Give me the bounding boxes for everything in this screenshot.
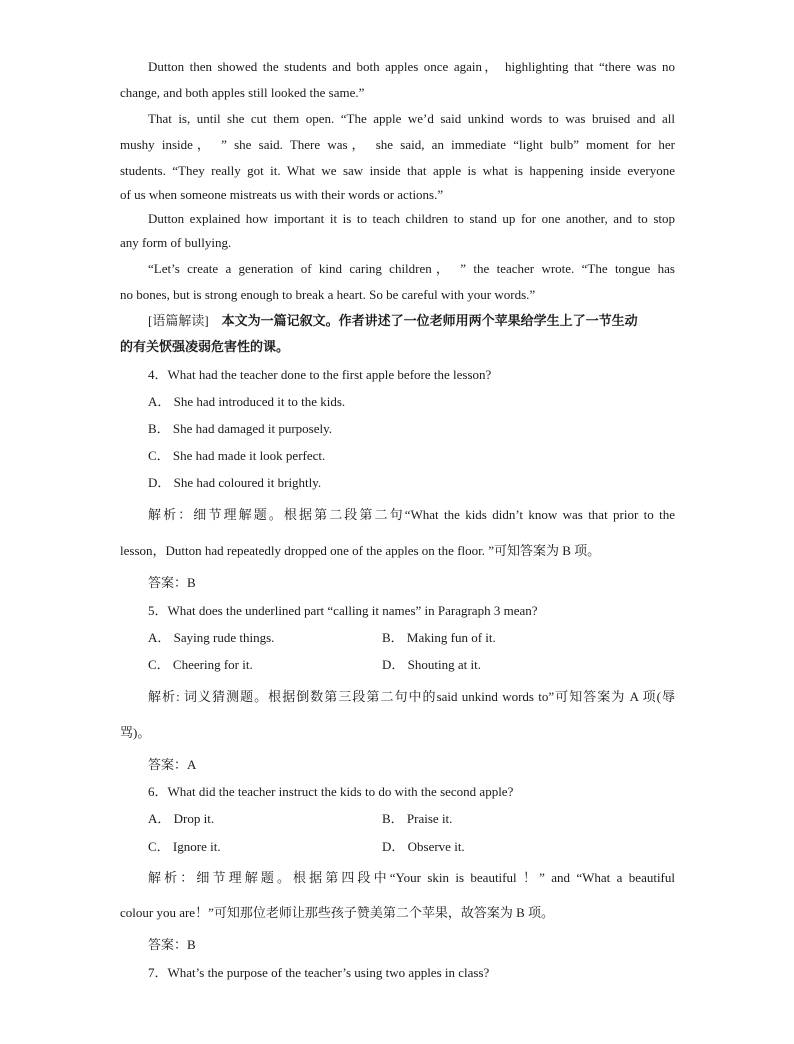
q4-option-d: D． She had coloured it brightly. [148, 475, 322, 490]
passage-line-9: “Let’s create a generation of kind caring children， ” the teacher wrote. “The tongue has [148, 261, 675, 276]
q4-option-b: B． She had damaged it purposely. [148, 421, 333, 436]
q4-option-c: C． She had made it look perfect. [148, 448, 326, 463]
q6-explanation-2: colour you are！”可知那位老师让那些孩子赞美第二个苹果，故答案为 B 项。 [120, 905, 555, 920]
q4-explanation-2: lesson，Dutton had repeatedly dropped one of the apples on the floor. ”可知答案为 B 项。 [120, 543, 601, 558]
passage-line-5: students. “They really got it. What we saw inside that apple is what is happening inside everyone [120, 163, 675, 178]
q5-option-b: B． Making fun of it. [382, 630, 496, 645]
passage-line-3: That is, until she cut them open. “The apple we’d said unkind words to was bruised and all [148, 111, 675, 126]
q4-option-a: A． She had introduced it to the kids. [148, 394, 346, 409]
passage-line-8: any form of bullying. [120, 235, 232, 250]
q5-option-a: A． Saying rude things. [148, 630, 275, 645]
q5-explanation-1: 解析: 词义猜测题。根据倒数第三段第二句中的said unkind words to”可知答案为 A 项(辱 [148, 689, 675, 704]
q5-option-c: C． Cheering for it. [148, 657, 253, 672]
q4-answer: 答案：B [148, 575, 196, 590]
passage-line-6: of us when someone mistreats us with their words or actions.” [120, 187, 444, 202]
analysis-line-2: 的有关恹强凌弱危害性的课。 [120, 339, 290, 354]
analysis-tag: [语篇解读] [148, 313, 209, 328]
q6-explanation-1: 解析：细节理解题。根据第四段中“Your skin is beautiful ！” and “What a beautiful [148, 870, 675, 885]
q4-stem: 4．What had the teacher done to the first apple before the lesson? [148, 367, 492, 382]
q4-explanation-1: 解析：细节理解题。根据第二段第二句“What the kids didn’t know was that prior to the [148, 507, 675, 522]
passage-line-2: change, and both apples still looked the same.” [120, 85, 365, 100]
passage-line-1: Dutton then showed the students and both apples once again， highlighting that “there was no [148, 59, 675, 74]
q6-option-b: B． Praise it. [382, 811, 453, 826]
q6-stem: 6．What did the teacher instruct the kids to do with the second apple? [148, 784, 514, 799]
q6-answer: 答案：B [148, 937, 196, 952]
q6-option-a: A． Drop it. [148, 811, 215, 826]
analysis-line-1 [148, 312, 638, 330]
q6-option-c: C． Ignore it. [148, 839, 221, 854]
passage-line-4: mushy inside， ” she said. There was， she said, an immediate “light bulb” moment for her [120, 137, 675, 152]
passage-line-10: no bones, but is strong enough to break a heart. So be careful with your words.” [120, 287, 536, 302]
passage-line-7: Dutton explained how important it is to teach children to stand up for one another, and to stop [148, 211, 675, 226]
q5-explanation-2: 骂)。 [120, 725, 151, 740]
q5-answer: 答案：A [148, 757, 197, 772]
q7-stem: 7．What’s the purpose of the teacher’s using two apples in class? [148, 965, 490, 980]
q6-option-d: D． Observe it. [382, 839, 465, 854]
q5-stem: 5．What does the underlined part “calling it names” in Paragraph 3 mean? [148, 603, 538, 618]
q5-option-d: D． Shouting at it. [382, 657, 481, 672]
analysis-text-1: 本文为一篇记叙文。作者讲述了一位老师用两个苹果给学生上了一节生动 [221, 313, 638, 328]
